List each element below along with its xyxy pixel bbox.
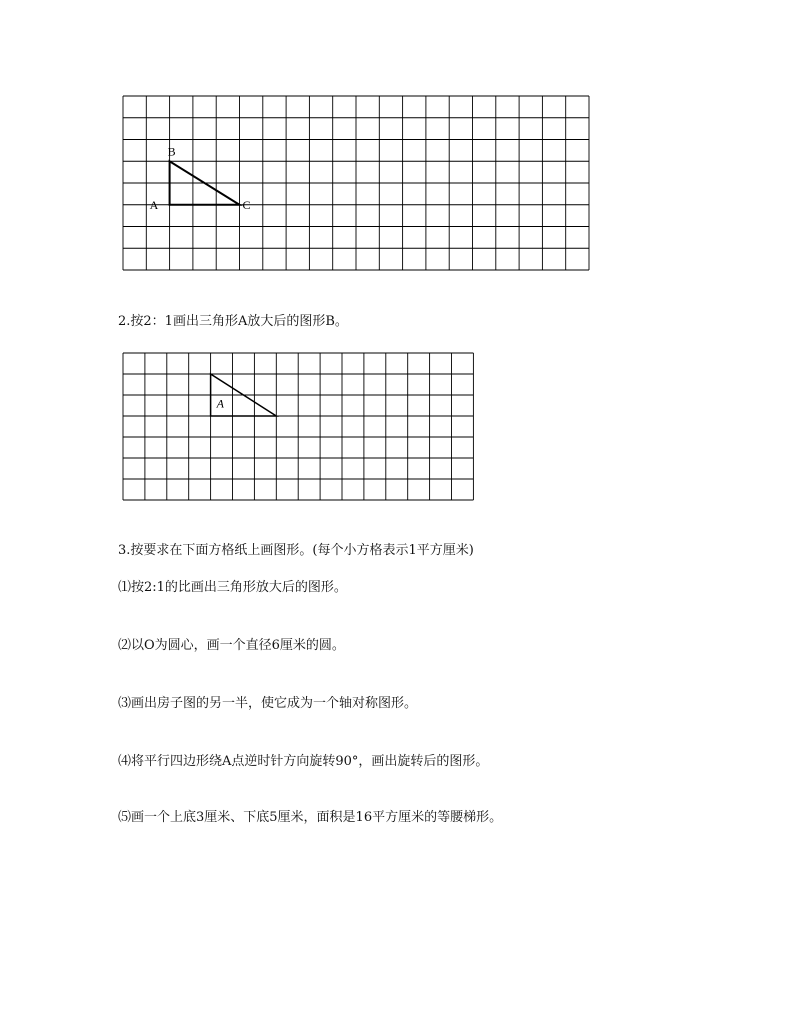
question-3-item-2: ⑵以O为圆心，画一个直径6厘米的圆。 bbox=[118, 638, 345, 653]
vertex-label-b: B bbox=[167, 144, 176, 159]
question-3: 3.按要求在下面方格纸上画图形。(每个小方格表示1平方厘米) bbox=[118, 543, 474, 558]
grid-2-lines bbox=[123, 353, 473, 500]
grid-1 bbox=[122, 95, 590, 273]
vertex-label-a: A bbox=[149, 197, 159, 212]
grid-1-lines bbox=[123, 96, 589, 270]
question-3-item-4: ⑷将平行四边形绕A点逆时针方向旋转90°，画出旋转后的图形。 bbox=[118, 754, 489, 769]
grid-2 bbox=[122, 352, 476, 502]
vertex-label-c: C bbox=[242, 197, 251, 212]
question-2: 2.按2：1画出三角形A放大后的图形B。 bbox=[118, 314, 348, 329]
question-3-item-3: ⑶画出房子图的另一半，使它成为一个轴对称图形。 bbox=[118, 696, 418, 711]
triangle-a-label: A bbox=[216, 396, 224, 411]
question-3-item-1: ⑴按2:1的比画出三角形放大后的图形。 bbox=[118, 580, 347, 595]
question-3-item-5: ⑸画一个上底3厘米、下底5厘米，面积是16平方厘米的等腰梯形。 bbox=[118, 810, 503, 825]
